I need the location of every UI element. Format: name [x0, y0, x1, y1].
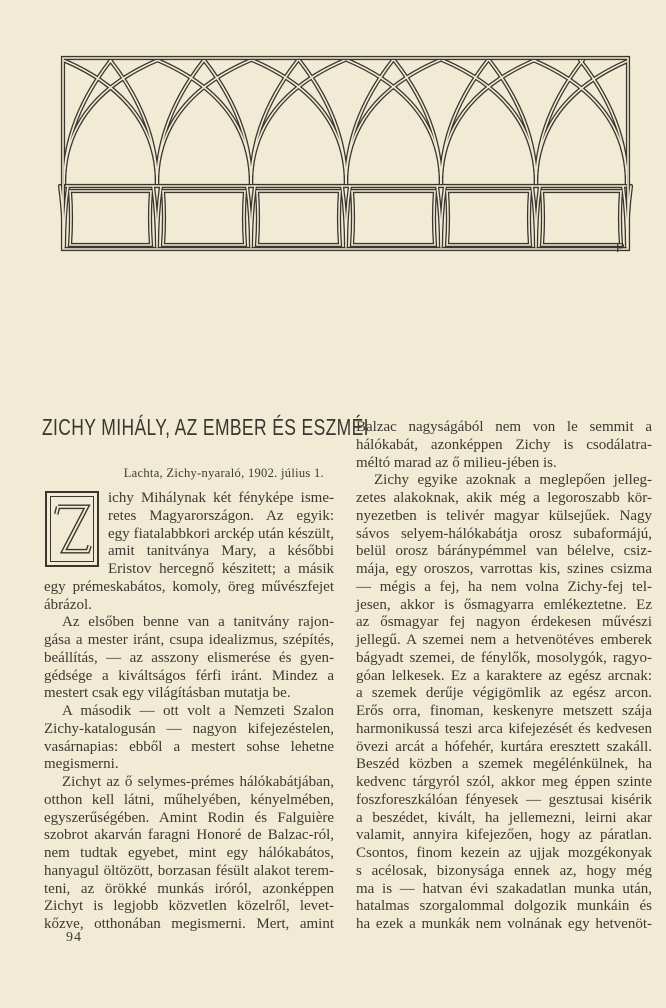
ornament-panel: [447, 191, 530, 245]
ornament-arch-curve: [489, 60, 536, 184]
text-line: nyezetben is telivér magyar külsejűek. Nagy: [356, 507, 652, 524]
ornament-panel: [352, 191, 435, 245]
text-line: egy fiatalabbkori arckép után készült,: [108, 525, 334, 542]
text-line: Eristov hercegnő készitett; a másik: [108, 561, 334, 577]
ornament-arch-curve: [536, 60, 583, 184]
text-line: bágyadt szemei, de fénylők, mosolygók, ragyo-: [356, 649, 652, 666]
text-line: hanyagul öltözött, borzasan fésült alakot terem-: [44, 862, 334, 879]
text-line: mája, egy oroszos, varrottas kis, szines csizma: [356, 561, 652, 577]
ornament-panel: [70, 191, 151, 245]
text-line: jellegű. A szemei nem a hetvenötéves emberek: [356, 632, 652, 648]
ornament-arch-curve: [157, 60, 204, 184]
text-line: gása a mester iránt, csupa idealizmus, szépítés,: [44, 632, 334, 648]
ornament-panel: [257, 191, 340, 245]
ornament-arch-curve: [110, 60, 157, 184]
ornament-arch-curve: [580, 60, 627, 184]
ornament-arch-curve: [627, 60, 666, 184]
text-line: jesen, akkor is ősmagyarra emlékeztetne. Ez: [356, 596, 652, 613]
right-text-column: [356, 419, 652, 934]
text-line: — mégis a fej, ha nem volna Zichy-fej tel-: [356, 578, 652, 595]
page-number: 94: [66, 930, 82, 945]
text-line: Zichy egyike azoknak a meglepően jelleg-: [374, 472, 652, 489]
text-line: egy prémeskabátos, komoly, öreg művészfejet: [44, 578, 334, 595]
text-line: Zichy-katalogusán — nagyon kifejezéstelen,: [44, 720, 334, 737]
ornament-arch-curve: [394, 60, 441, 184]
ornament-arch-curve: [346, 60, 393, 184]
text-line: retes Magyarországon. Az egyik:: [108, 507, 334, 524]
text-line: kőzve, otthonában megismerni. Mert, amint: [44, 916, 334, 932]
text-line: ábrázol.: [44, 596, 92, 613]
ornament-panel: [163, 191, 245, 245]
text-line: Az elsőben benne van a tanitvány rajon-: [62, 614, 334, 631]
ornament-panel: [70, 191, 151, 245]
ornament-arch-curve: [251, 60, 298, 184]
ornament-arch-curve: [536, 60, 583, 184]
left-text-column: [44, 490, 334, 934]
ornament-arch-curve: [627, 60, 666, 184]
text-line: A második — ott volt a Nemzeti Szalon: [62, 703, 334, 719]
ornament-panel: [542, 191, 621, 245]
text-line: Beszéd közben a szemek megélénkülnek, ha: [356, 756, 652, 773]
ornament-arch-curve: [346, 60, 393, 184]
text-line: Csontos, finom kezein az ujjak mozgékonyak: [356, 845, 652, 861]
ornament-arch-curve: [0, 60, 64, 184]
text-line: otthon kell látni, műhelyében, kényelmében,: [44, 791, 334, 808]
ornament-arch-curve: [489, 60, 536, 184]
text-line: a szemek derűje végigömlik az egész arcon.: [356, 685, 652, 702]
ornament-panel: [542, 191, 621, 245]
ornament-arch-curve: [17, 60, 64, 184]
text-line: góan lelkesek. Ez a karaktere az egész arcnak:: [356, 667, 652, 684]
ornament-arch-curve: [64, 60, 111, 184]
text-line: foszforeszkálóan fényesek — gesztusai kisérik: [356, 791, 652, 808]
text-line: övezi arcát a hófehér, kurtára eresztett szakáll.: [356, 738, 652, 755]
text-line: Balzac nagyságából nem von le semmit a: [356, 419, 652, 435]
ornament-panel: [352, 191, 435, 245]
text-line: mestert csak egy világításban mutatja be.: [44, 685, 291, 702]
ornament-arch-curve: [0, 60, 64, 184]
text-line: egyszerűségében. Amint Rodin és Falguière: [44, 809, 334, 826]
ornament-arch-curve: [441, 60, 488, 184]
ornament-arch-curve: [204, 60, 251, 184]
text-line: valamit, annyira kifejezően, hogy az páratlan.: [356, 827, 652, 844]
ornament-arch-curve: [394, 60, 441, 184]
text-line: ha ezek a munkák nem volnának egy hetvenöt-: [356, 916, 652, 932]
text-line: belül orosz báránypémmel van bélelve, csiz-: [356, 543, 652, 560]
text-line: nem tudtak egyebet, mint egy hálókabátos,: [44, 845, 334, 861]
text-line: zetes alakoknak, akik még a legoroszabb kör-: [356, 490, 652, 506]
text-line: ma is — hatvan évi szakadatlan munka után,: [356, 880, 652, 897]
ornament-arch-curve: [580, 60, 627, 184]
text-line: gédsége a kiváltságos férfi iránt. Mindez a: [44, 667, 334, 684]
ornament-panel: [447, 191, 530, 245]
text-line: hálókabát, azonképpen Zichy is csodálatra-: [356, 436, 652, 453]
text-line: a beszédet, kivált, ha jellemezni, leirni akar: [356, 809, 652, 826]
text-line: Erős orra, finoman, keskenyre metszett szája: [356, 703, 652, 719]
art-nouveau-header-ornament: [0, 0, 666, 270]
text-line: teni, az örökké munkás iróról, azonképpen: [44, 880, 334, 897]
text-line: sávos selyem-hálókabátja orosz subaformájú,: [356, 525, 652, 542]
text-line: s acélosak, bizonysága ennek az, hogy még: [356, 862, 652, 879]
monogram-p: P: [616, 240, 625, 255]
text-line: hatalmas szorgalommal dolgozik munkáin és: [356, 898, 652, 915]
text-line: amit tanitványa Mary, a későbbi: [108, 543, 334, 560]
ornament-arch-curve: [627, 60, 666, 184]
ornament-panel: [257, 191, 340, 245]
ornament-arch-curve: [441, 60, 488, 184]
text-line: Zichyt az ő selymes-prémes hálókabátjában,: [62, 774, 334, 790]
text-line: ichy Mihálynak két fényképe isme-: [108, 490, 334, 506]
text-line: Zichyt is legjobb közvetlen közelről, levet-: [44, 898, 334, 915]
ornament-arch-curve: [204, 60, 251, 184]
text-line: beállítás, — az asszony elismerése és gyen-: [44, 649, 334, 666]
ornament-arch-curve: [299, 60, 346, 184]
text-line: kedvenc tárgyról szól, akkor meg éppen szinte: [356, 774, 652, 790]
text-line: harmonikussá teszi arca kifejezését és kedvesen: [356, 720, 652, 737]
ornament-arch-curve: [17, 60, 64, 184]
text-line: megismerni.: [44, 756, 119, 773]
ornament-arch-curve: [110, 60, 157, 184]
article-title-text: ZICHY MIHÁLY, AZ EMBER ÉS ESZMÉI: [42, 414, 369, 440]
ornament-panel: [163, 191, 245, 245]
ornament-arch-curve: [627, 60, 666, 184]
dateline: Lachta, Zichy-nyaraló, 1902. július 1.: [123, 466, 324, 480]
ornament-arch-curve: [251, 60, 298, 184]
article-title: [42, 414, 369, 444]
ornament-arch-curve: [157, 60, 204, 184]
ornament-arch-curve: [64, 60, 111, 184]
text-line: szobrot akarván faragni Honoré de Balzac-ról,: [44, 827, 334, 844]
text-line: méltó marad az ő milieu-jében is.: [356, 454, 557, 471]
text-line: az ősmagyar fej nagyon érdekesen művészi: [356, 614, 652, 631]
text-line: vasárnapias: ebből a mestert sohse lehetne: [44, 738, 334, 755]
ornament-arch-curve: [299, 60, 346, 184]
